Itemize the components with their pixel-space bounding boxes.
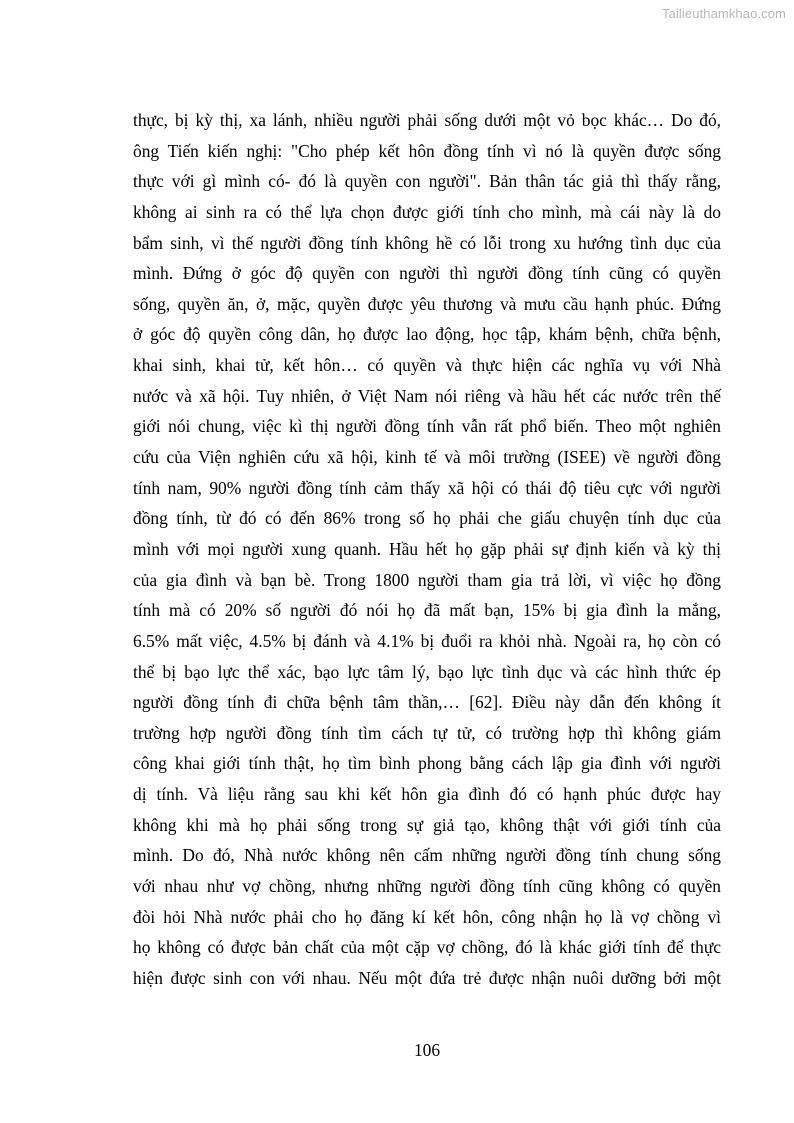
- text-line: mình với mọi người xung quanh. Hầu hết họ gặp phải sự định kiến và kỳ thị: [133, 538, 721, 559]
- text-line: giới nói chung, việc kì thị người đồng tính vẫn rất phổ biến. Theo một nghiên: [133, 416, 721, 437]
- text-line: cứu của Viện nghiên cứu xã hội, kinh tế và môi trường (ISEE) về người đồng: [133, 447, 721, 468]
- text-line: mình. Do đó, Nhà nước không nên cấm những người đồng tính chung sống: [133, 845, 721, 866]
- text-line: khai sinh, khai tử, kết hôn… có quyền và thực hiện các nghĩa vụ với Nhà: [133, 355, 721, 376]
- text-line: không khi mà họ phải sống trong sự giả tạo, không thật với giới tính của: [133, 814, 721, 835]
- text-line: thực với gì mình có- đó là quyền con người". Bản thân tác giả thì thấy rằng,: [133, 171, 721, 192]
- text-line: công khai giới tính thật, họ tìm bình phong bằng cách lập gia đình với người: [133, 753, 721, 774]
- text-line: thực, bị kỳ thị, xa lánh, nhiều người phải sống dưới một vỏ bọc khác… Do đó,: [133, 110, 721, 130]
- text-line: dị tính. Và liệu rằng sau khi kết hôn gia đình đó có hạnh phúc được hay: [133, 784, 721, 805]
- text-line: bẩm sinh, vì thế người đồng tính không hề có lỗi trong xu hướng tình dục của: [133, 232, 721, 253]
- page-number: 106: [413, 1040, 441, 1060]
- text-line: sống, quyền ăn, ở, mặc, quyền được yêu thương và mưu cầu hạnh phúc. Đứng: [133, 293, 721, 314]
- watermark: Tailieuthamkhao.com: [661, 6, 786, 21]
- text-line: mình. Đứng ở góc độ quyền con người thì người đồng tính cũng có quyền: [133, 263, 721, 284]
- text-line: tính nam, 90% người đồng tính cảm thấy xã hội có thái độ tiêu cực với người: [133, 477, 721, 498]
- text-line: tính mà có 20% số người đó nói họ đã mất bạn, 15% bị gia đình la mắng,: [133, 600, 721, 621]
- text-line: đồng tính, từ đó có đến 86% trong số họ phải che giấu chuyện tính dục của: [133, 508, 721, 529]
- text-line: hiện được sinh con với nhau. Nếu một đứa trẻ được nhận nuôi dưỡng bởi một: [133, 967, 721, 988]
- text-line: trường hợp người đồng tính tìm cách tự tử, có trường hợp thì không giám: [133, 722, 721, 743]
- text-line: thể bị bạo lực thể xác, bạo lực tâm lý, bạo lực tình dục và các hình thức ép: [133, 661, 721, 682]
- text-line: nước và xã hội. Tuy nhiên, ở Việt Nam nói riêng và hầu hết các nước trên thế: [133, 385, 721, 406]
- text-line: với nhau như vợ chồng, nhưng những người đồng tính cũng không có quyền: [133, 876, 721, 897]
- text-line: đòi hỏi Nhà nước phải cho họ đăng kí kết hôn, công nhận họ là vợ chồng vì: [133, 906, 721, 927]
- text-line: người đồng tính đi chữa bệnh tâm thần,… [62]. Điều này dẫn đến không ít: [133, 692, 721, 713]
- text-line: họ không có được bản chất của một cặp vợ chồng, đó là khác giới tính để thực: [133, 937, 721, 958]
- text-line: ở góc độ quyền công dân, họ được lao động, học tập, khám bệnh, chữa bệnh,: [133, 324, 721, 345]
- text-line: 6.5% mất việc, 4.5% bị đánh và 4.1% bị đuổi ra khỏi nhà. Ngoài ra, họ còn có: [133, 630, 721, 651]
- text-line: không ai sinh ra có thể lựa chọn được giới tính cho mình, mà cái này là do: [133, 201, 721, 222]
- body-paragraph: [133, 105, 721, 994]
- text-line: ông Tiến kiến nghị: "Cho phép kết hôn đồng tính vì nó là quyền được sống: [133, 140, 721, 161]
- text-line: của gia đình và bạn bè. Trong 1800 người tham gia trả lời, vì việc họ đồng: [133, 569, 721, 590]
